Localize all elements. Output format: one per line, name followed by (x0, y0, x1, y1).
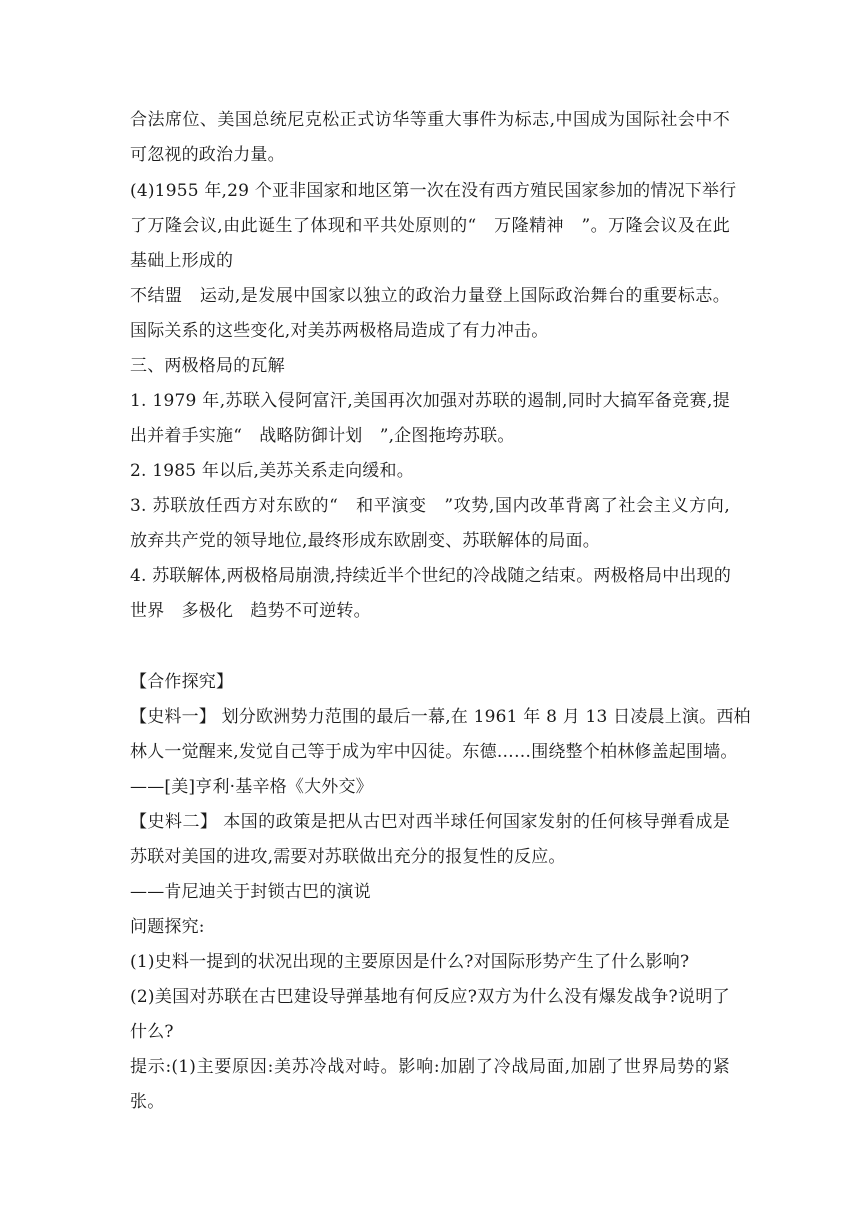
text-line: (4)1955 年,29 个亚非国家和地区第一次在没有西方殖民国家参加的情况下举行 (130, 181, 737, 201)
text-line: 苏联对美国的进攻,需要对苏联做出充分的报复性的反应。 (130, 847, 566, 867)
section-heading: 【合作探究】 (130, 672, 234, 692)
text-line: 基础上形成的 (130, 251, 234, 271)
text-line: 了万隆会议,由此诞生了体现和平共处原则的“ 万隆精神 ”。万隆会议及在此 (130, 216, 730, 236)
text-line: 不结盟 运动,是发展中国家以独立的政治力量登上国际政治舞台的重要标志。 (130, 286, 730, 306)
text-line: 什么? (130, 1022, 174, 1042)
text-line: 放弃共产党的领导地位,最终形成东欧剧变、苏联解体的局面。 (130, 531, 601, 551)
text-line: 张。 (130, 1092, 165, 1112)
text-line: 合法席位、美国总统尼克松正式访华等重大事件为标志,中国成为国际社会中不 (130, 110, 730, 130)
text-line: 出并着手实施“ 战略防御计划 ”,企图拖垮苏联。 (130, 426, 515, 446)
text-line: 林人一觉醒来,发觉自己等于成为牢中囚徒。东德……围绕整个柏林修盖起围墙。 (130, 742, 738, 762)
citation: ——[美]亨利·基辛格《大外交》 (130, 777, 373, 797)
hint-line: 提示:(1)主要原因:美苏冷战对峙。影响:加剧了冷战局面,加剧了世界局势的紧 (130, 1057, 730, 1077)
text-line: 【史料一】 划分欧洲势力范围的最后一幕,在 1961 年 8 月 13 日凌晨上演。西柏 (130, 707, 751, 727)
text-line: 国际关系的这些变化,对美苏两极格局造成了有力冲击。 (130, 321, 549, 341)
text-line: 问题探究: (130, 917, 205, 937)
text-line: 可忽视的政治力量。 (130, 145, 285, 165)
text-line: 4. 苏联解体,两极格局崩溃,持续近半个世纪的冷战随之结束。两极格局中出现的 (130, 566, 732, 586)
question-line: (2)美国对苏联在古巴建设导弹基地有何反应?双方为什么没有爆发战争?说明了 (130, 987, 730, 1007)
question-line: (1)史料一提到的状况出现的主要原因是什么?对国际形势产生了什么影响? (130, 952, 690, 972)
text-line: 1. 1979 年,苏联入侵阿富汗,美国再次加强对苏联的遏制,同时大搞军备竞赛,提 (130, 391, 730, 411)
text-line: 3. 苏联放任西方对东欧的“ 和平演变 ”攻势,国内改革背离了社会主义方向, (130, 496, 730, 516)
text-line: 世界 多极化 趋势不可逆转。 (130, 601, 371, 621)
text-line: 2. 1985 年以后,美苏关系走向缓和。 (130, 461, 414, 481)
citation: ——肯尼迪关于封锁古巴的演说 (130, 882, 371, 902)
text-line: 【史料二】 本国的政策是把从古巴对西半球任何国家发射的任何核导弹看成是 (130, 812, 730, 832)
section-heading: 三、两极格局的瓦解 (130, 356, 285, 376)
